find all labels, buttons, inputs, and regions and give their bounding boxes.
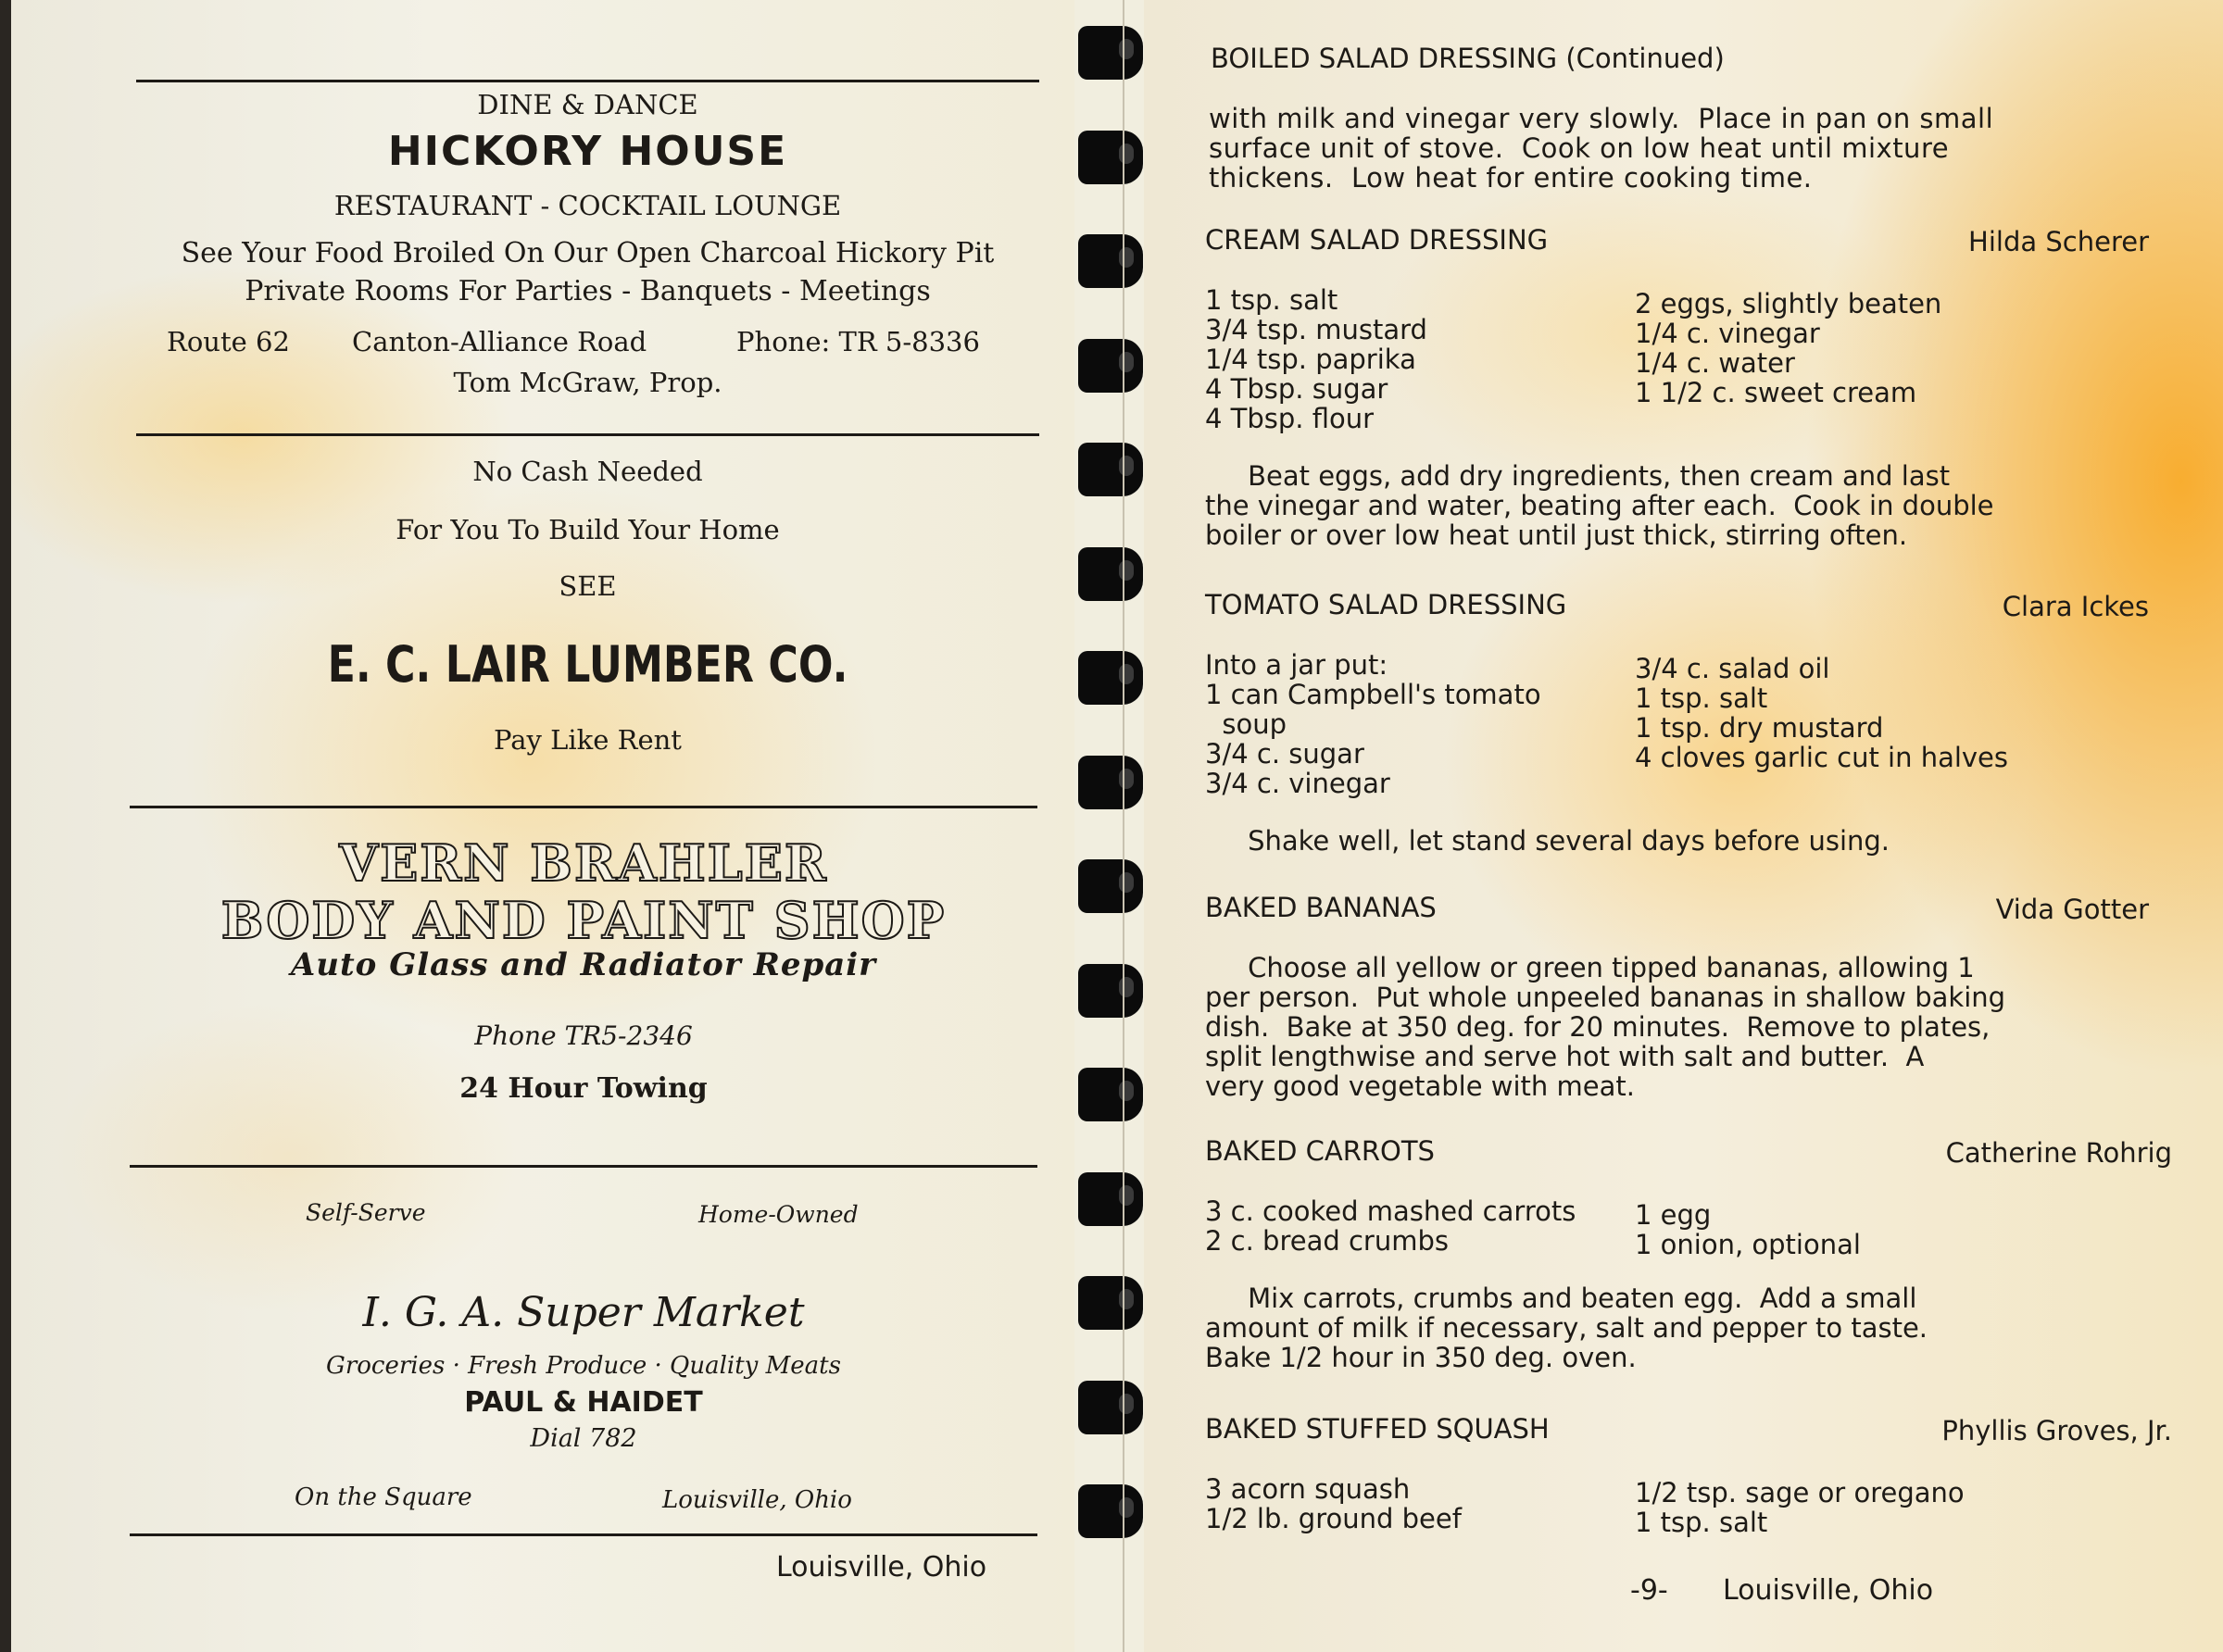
- ad-script-line: Auto Glass and Radiator Repair: [290, 946, 877, 983]
- divider: [130, 1533, 1037, 1536]
- binding-coil: [1078, 443, 1143, 496]
- direction-line: Bake 1/2 hour in 350 deg. oven.: [1205, 1342, 1637, 1373]
- direction-line: the vinegar and water, beating after each. Cook in double: [1205, 490, 1994, 521]
- binding-coil: [1078, 756, 1143, 809]
- ingredient: 3/4 tsp. mustard: [1205, 314, 1427, 345]
- binding-coil: [1078, 651, 1143, 705]
- binding-coil: [1078, 1172, 1143, 1226]
- binding-coil: [1078, 964, 1143, 1018]
- recipe-title: BAKED CARROTS: [1205, 1135, 1435, 1167]
- gutter-line: [1123, 0, 1124, 1652]
- ingredient: 1/2 tsp. sage or oregano: [1635, 1477, 1965, 1508]
- ad-tag: Home-Owned: [698, 1201, 859, 1228]
- recipe-author: Hilda Scherer: [1968, 226, 2149, 257]
- continued-heading: BOILED SALAD DRESSING (Continued): [1211, 43, 1725, 74]
- binding-coil: [1078, 1068, 1143, 1121]
- binding-coil: [1078, 547, 1143, 601]
- binding-coil: [1078, 859, 1143, 913]
- ad-title: I. G. A. Super Market: [362, 1289, 805, 1336]
- ingredient: 3/4 c. salad oil: [1635, 653, 1830, 684]
- ingredient: 1 egg: [1635, 1199, 1712, 1231]
- ad-items: Groceries · Fresh Produce · Quality Meats: [326, 1352, 841, 1380]
- ad-owners: PAUL & HAIDET: [464, 1386, 703, 1419]
- recipe-author: Phyllis Groves, Jr.: [1941, 1415, 2172, 1446]
- ingredient: 1/4 c. water: [1635, 347, 1795, 379]
- ingredient: 3/4 c. sugar: [1205, 738, 1364, 770]
- spiral-binding: [1074, 0, 1149, 1652]
- ad-title: VERN BRAHLER: [339, 833, 828, 893]
- ad-proprietor: Tom McGraw, Prop.: [453, 367, 722, 398]
- ingredient: 3 acorn squash: [1205, 1473, 1411, 1505]
- ingredient: 1 1/2 c. sweet cream: [1635, 377, 1917, 408]
- continued-text: [1209, 104, 1993, 193]
- ad-tag: Self-Serve: [306, 1199, 426, 1226]
- direction-line: Mix carrots, crumbs and beaten egg. Add a small: [1205, 1283, 1917, 1314]
- direction-line: dish. Bake at 350 deg. for 20 minutes. Remove to plates,: [1205, 1011, 1991, 1043]
- binding-coil: [1078, 131, 1143, 184]
- ingredient: soup: [1205, 708, 1287, 740]
- ingredient: 1 tsp. salt: [1635, 682, 1768, 714]
- recipe-title: BAKED BANANAS: [1205, 892, 1437, 923]
- ingredient: 4 cloves garlic cut in halves: [1635, 742, 2009, 773]
- ingredient: 2 c. bread crumbs: [1205, 1225, 1449, 1257]
- direction-line: split lengthwise and serve hot with salt and butter. A: [1205, 1041, 1925, 1072]
- ingredient: 1/4 tsp. paprika: [1205, 344, 1416, 375]
- ingredient: 1/2 lb. ground beef: [1205, 1503, 1462, 1534]
- page-number: -9-: [1630, 1574, 1668, 1607]
- divider: [136, 433, 1039, 436]
- ad-see: SEE: [559, 570, 617, 602]
- binding-coil: [1078, 1381, 1143, 1434]
- ad-phone: Phone TR5-2346: [474, 1020, 693, 1051]
- ad-dial: Dial 782: [530, 1424, 637, 1453]
- ad-line: No Cash Needed: [472, 456, 703, 487]
- divider: [136, 80, 1039, 82]
- page-footer: Louisville, Ohio: [776, 1551, 987, 1583]
- ingredient: 1/4 c. vinegar: [1635, 318, 1820, 349]
- direction-line: amount of milk if necessary, salt and pepper to taste.: [1205, 1312, 1928, 1344]
- ingredient: 1 tsp. dry mustard: [1635, 712, 1884, 744]
- ingredient: 4 Tbsp. sugar: [1205, 373, 1388, 405]
- ingredient: 3/4 c. vinegar: [1205, 768, 1390, 799]
- ingredient: 3 c. cooked mashed carrots: [1205, 1195, 1576, 1227]
- ad-line: See Your Food Broiled On Our Open Charcoal Hickory Pit: [181, 237, 995, 269]
- right-page: [1144, 0, 2223, 1652]
- ingredient: 4 Tbsp. flour: [1205, 403, 1375, 434]
- ad-title: E. C. LAIR LUMBER CO.: [327, 635, 848, 694]
- divider: [130, 1165, 1037, 1168]
- ad-location: On the Square: [295, 1483, 472, 1511]
- direction-line: Shake well, let stand several days before using.: [1205, 825, 1890, 857]
- page-footer: Louisville, Ohio: [1723, 1574, 1934, 1607]
- text-line: surface unit of stove. Cook on low heat until mixture: [1209, 132, 1950, 164]
- binding-coil: [1078, 234, 1143, 288]
- ad-road: Canton-Alliance Road: [352, 326, 647, 357]
- recipe-author: Clara Ickes: [2002, 591, 2149, 622]
- ingredient: Into a jar put:: [1205, 649, 1388, 681]
- ingredient: 1 onion, optional: [1635, 1229, 1861, 1260]
- recipe-title: BAKED STUFFED SQUASH: [1205, 1413, 1550, 1445]
- text-line: with milk and vinegar very slowly. Place in pan on small: [1209, 103, 1994, 134]
- recipe-author: Vida Gotter: [1995, 894, 2149, 925]
- ingredient: 1 tsp. salt: [1205, 284, 1338, 316]
- direction-line: very good vegetable with meat.: [1205, 1070, 1635, 1102]
- direction-line: boiler or over low heat until just thick, stirring often.: [1205, 519, 1908, 551]
- ad-line: Private Rooms For Parties - Banquets - Meetings: [245, 275, 931, 307]
- ad-tagline: Pay Like Rent: [494, 724, 682, 756]
- binding-coil: [1078, 339, 1143, 393]
- ad-subtitle: RESTAURANT - COCKTAIL LOUNGE: [333, 190, 842, 221]
- text-line: thickens. Low heat for entire cooking time.: [1209, 162, 1813, 194]
- recipe-title: CREAM SALAD DRESSING: [1205, 224, 1549, 256]
- binding-coil: [1078, 26, 1143, 80]
- direction-line: Choose all yellow or green tipped bananas, allowing 1: [1205, 952, 1975, 983]
- divider: [130, 806, 1037, 808]
- ingredient: 1 tsp. salt: [1635, 1507, 1768, 1538]
- binding-coil: [1078, 1484, 1143, 1538]
- ad-title: BODY AND PAINT SHOP: [220, 891, 947, 950]
- direction-line: per person. Put whole unpeeled bananas in shallow baking: [1205, 982, 2006, 1013]
- ad-phone: Phone: TR 5-8336: [736, 326, 980, 357]
- ad-route: Route 62: [167, 326, 290, 357]
- direction-line: Beat eggs, add dry ingredients, then cream and last: [1205, 460, 1951, 492]
- left-page: [11, 0, 1076, 1652]
- ingredient: 2 eggs, slightly beaten: [1635, 288, 1942, 319]
- ad-location: Louisville, Ohio: [662, 1486, 852, 1514]
- ad-line: For You To Build Your Home: [396, 514, 780, 545]
- ingredient: 1 can Campbell's tomato: [1205, 679, 1541, 710]
- recipe-author: Catherine Rohrig: [1945, 1137, 2172, 1169]
- recipe-title: TOMATO SALAD DRESSING: [1205, 589, 1567, 620]
- binding-coil: [1078, 1276, 1143, 1330]
- ad-towing: 24 Hour Towing: [459, 1072, 708, 1105]
- ad-title: HICKORY HOUSE: [387, 128, 788, 175]
- ad-kicker: DINE & DANCE: [477, 89, 698, 120]
